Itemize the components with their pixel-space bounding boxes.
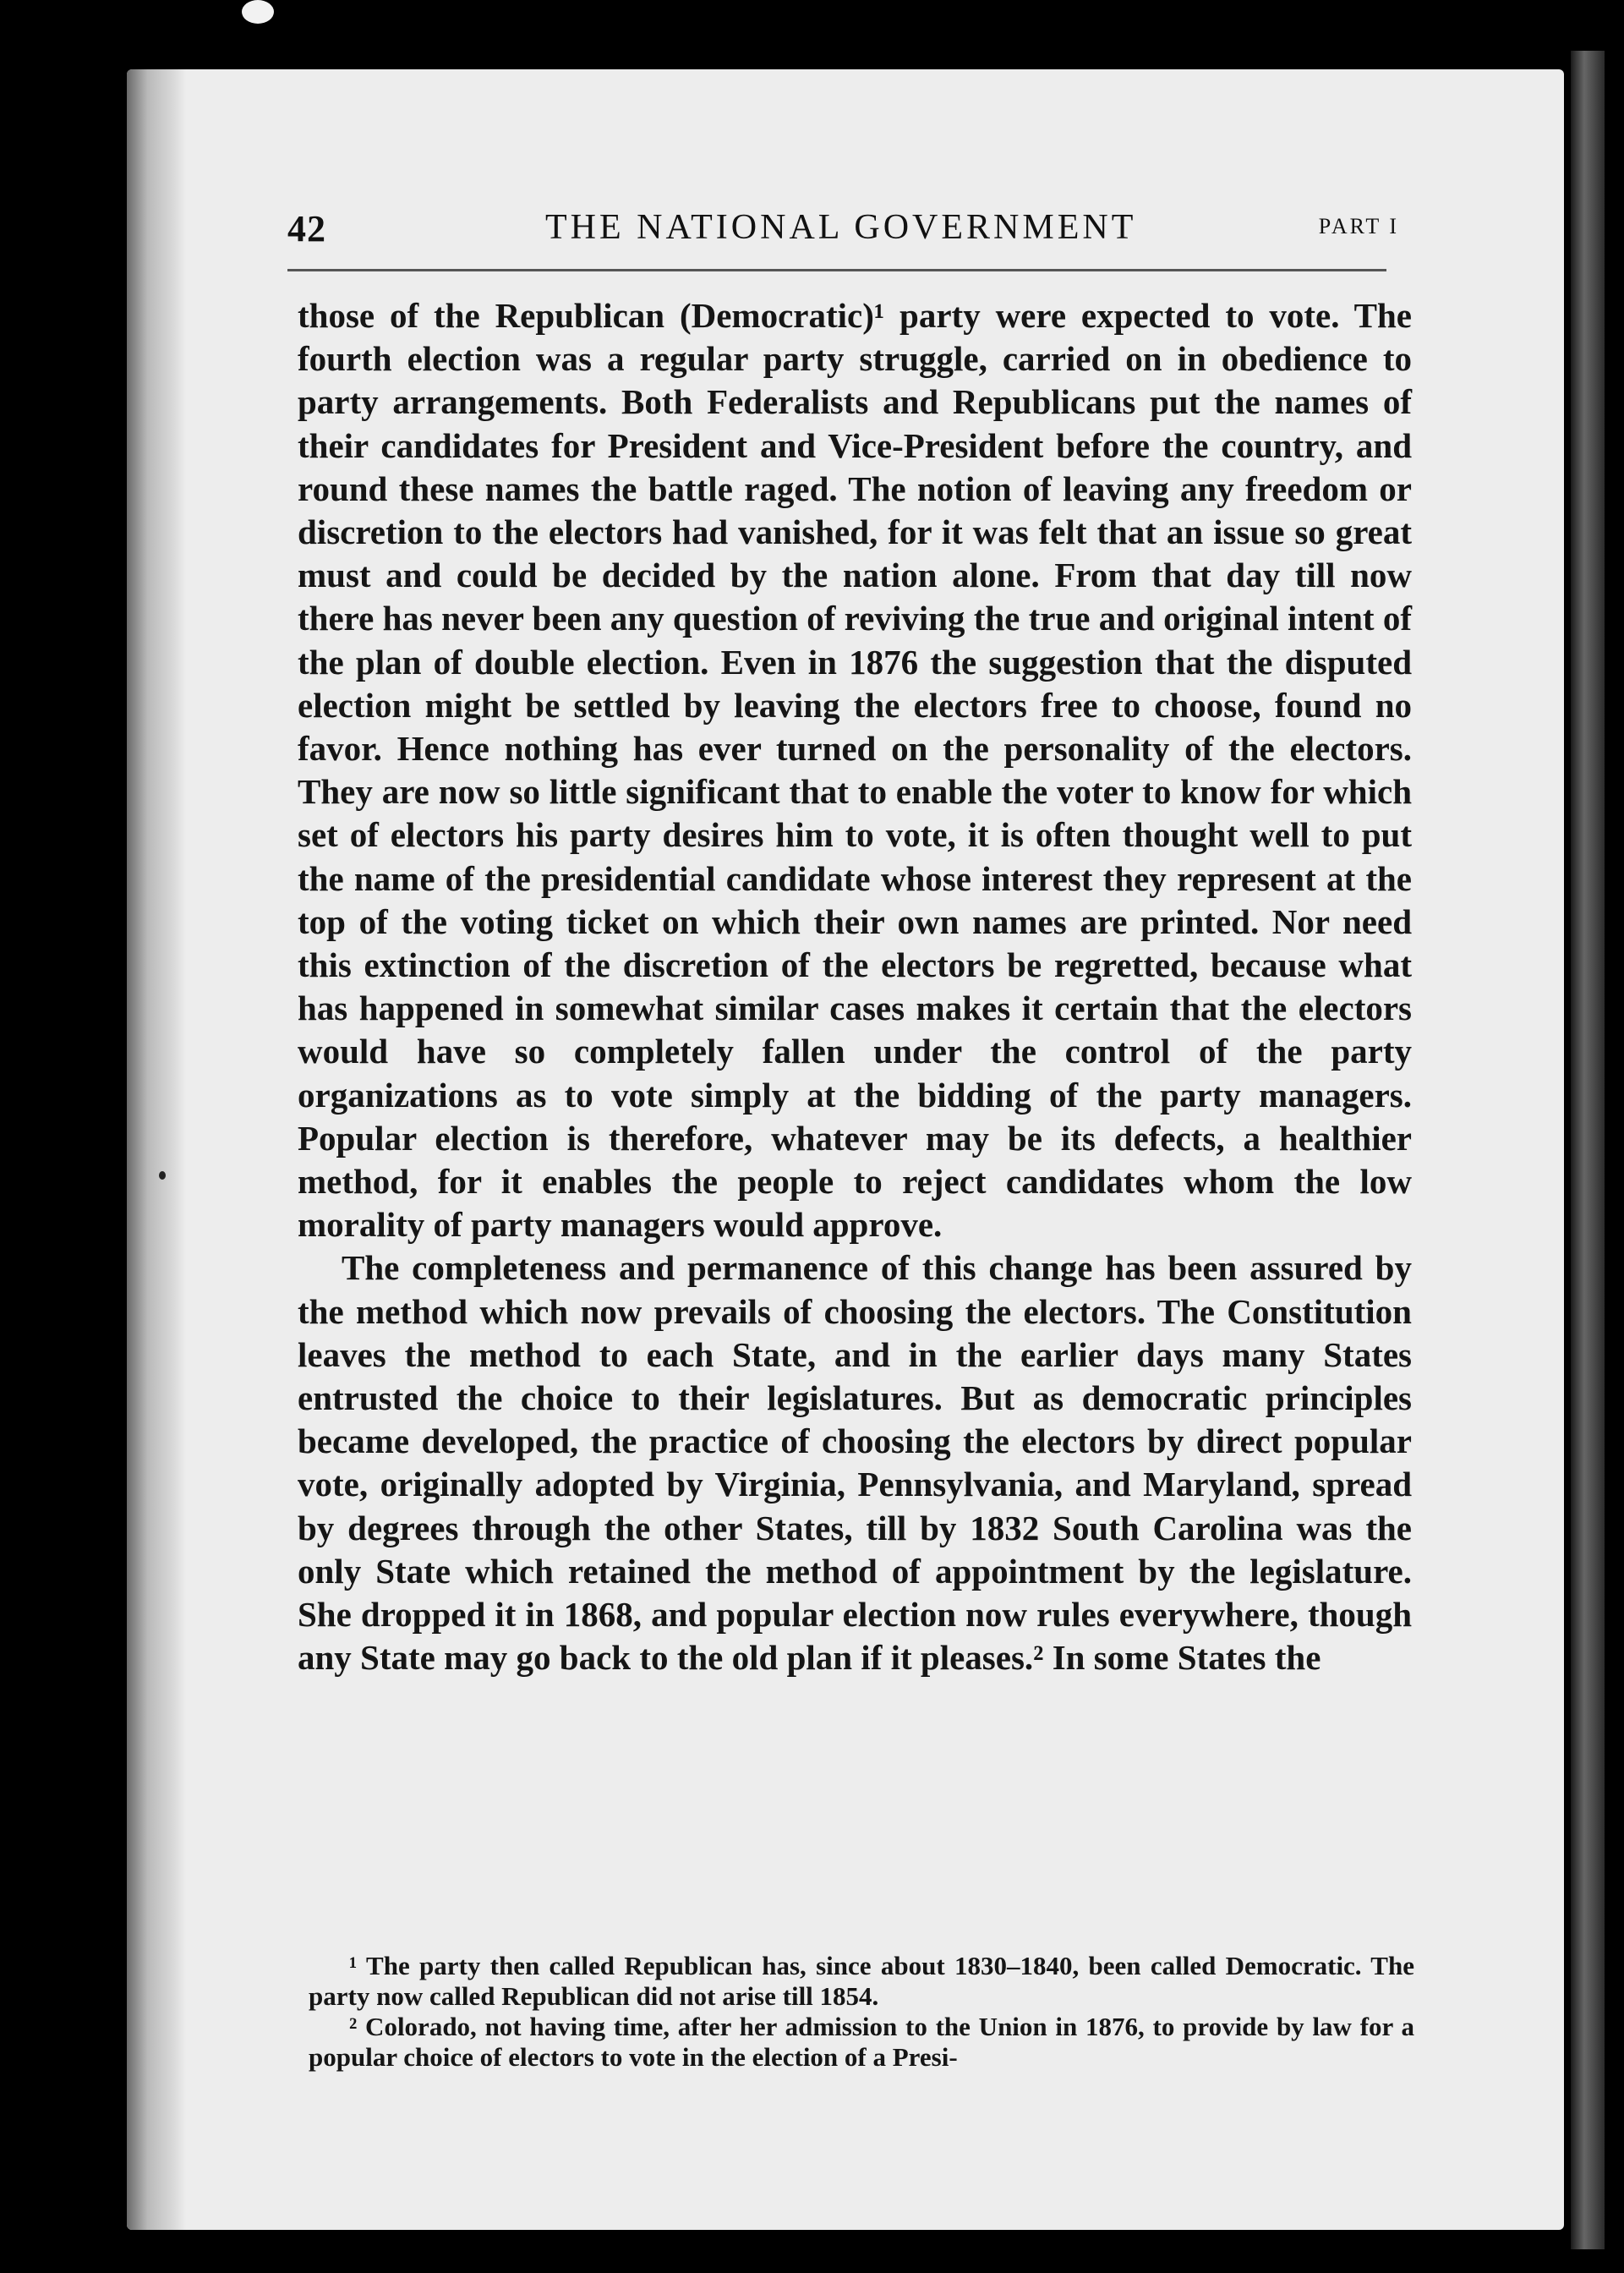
paragraph: The completeness and permanence of this change has been assured by the method which now prevails of choosing the electors. The Constitution leaves the method to each State, and in the earlier days many States entrusted the choice to their legislatures. But as democratic principles became developed, the practice of choosing the electors by direct popular vote, originally adopted by Virginia, Pennsylvania, and Maryland, spread by degrees through the other States, till by 1832 South Carolina was the only State which retained the method of appointment by the legislature. She dropped it in 1868, and popular election now rules everywhere, though any State may go back to the old plan if it pleases.² In some States the bbox=[298, 1248, 1412, 1678]
footnotes bbox=[309, 1951, 1414, 2073]
running-title: THE NATIONAL GOVERNMENT bbox=[545, 208, 1137, 247]
page-binding-shadow bbox=[127, 69, 186, 2230]
page-header bbox=[287, 207, 1408, 258]
main-text bbox=[298, 294, 1412, 1680]
page-number: 42 bbox=[287, 208, 326, 249]
ink-speck bbox=[159, 1171, 166, 1180]
adjacent-page-edge bbox=[1571, 51, 1605, 2249]
footnote-1: ¹ The party then called Republican has, since about 1830–1840, been called Democratic. The party now called Republican did not arise till 1854. bbox=[309, 1951, 1414, 2011]
header-rule bbox=[287, 269, 1386, 271]
footnote-2: ² Colorado, not having time, after her admission to the Union in 1876, to provide by law for a popular choice of electors to vote in the election of a Presi- bbox=[309, 2012, 1414, 2072]
paragraph: those of the Republican (Democratic)¹ party were expected to vote. The fourth election was a regular party struggle, carried on in obedience to party arrangements. Both Federalists and Republicans put the names of their candidates for President and Vice-President before the country, and round these names the battle raged. The notion of leaving any freedom or discretion to the electors had vanished, for it was felt that an issue so great must and could be decided by the nation alone. From that day till now there has never been any question of reviving the true and original intent of the plan of double election. Even in 1876 the suggestion that the disputed election might be settled by leaving the electors free to choose, found no favor. Hence nothing has ever turned on the personality of the electors. They are now so little significant that to enable the voter to know for which set of electors his party desires him to vote, it is often thought well to put the name of the presidential candidate whose interest they represent at the top of the voting ticket on which their own names are printed. Nor need this extinction of the discretion of the electors be regretted, because what has happened in somewhat similar cases makes it certain that the electors would have so completely fallen under the control of the party organizations as to vote simply at the bidding of the party managers. Popular election is therefore, whatever may be its defects, a healthier method, for it enables the people to reject candidates whom the low morality of party managers would approve. bbox=[298, 296, 1412, 1245]
scan-artifact bbox=[242, 0, 274, 24]
part-label: PART I bbox=[1318, 214, 1399, 238]
